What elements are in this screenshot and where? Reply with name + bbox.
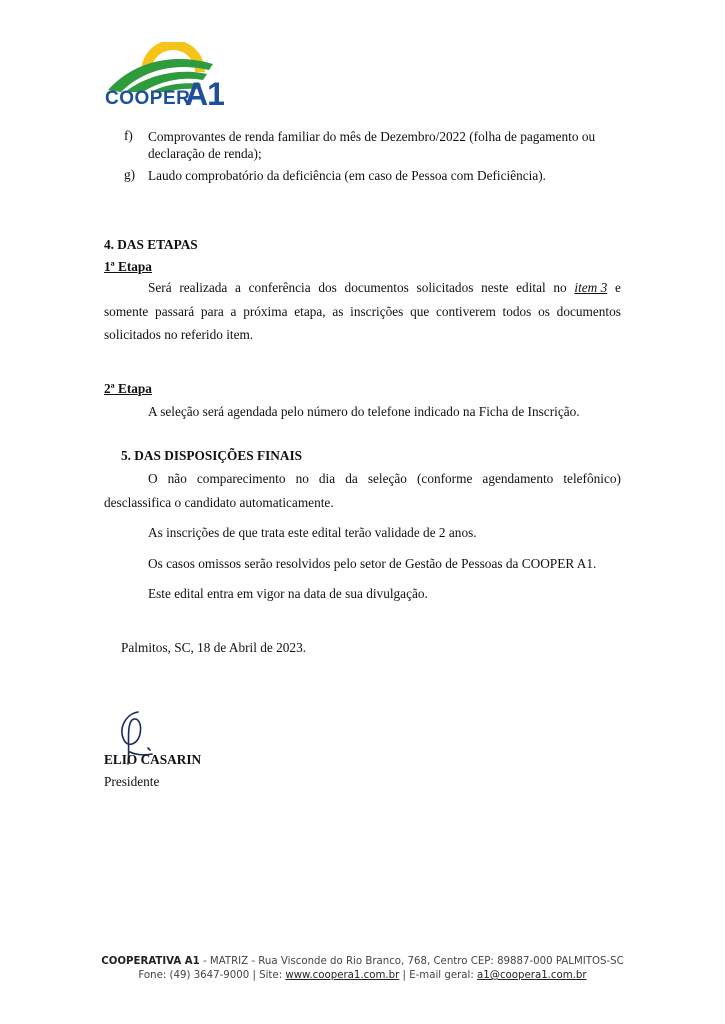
section5-p1-line1-word: não	[167, 471, 187, 486]
date-line: Palmitos, SC, 18 de Abril de 2023.	[121, 640, 307, 655]
section5-p3: Os casos omissos serão resolvidos pelo setor de Gestão de Pessoas da COOPER A1.	[148, 556, 597, 571]
stage1-line1-word: documentos	[344, 280, 409, 295]
footer-site-link[interactable]: www.coopera1.com.br	[285, 970, 400, 981]
section5-p1-line2: desclassifica o candidato automaticamente.	[104, 495, 334, 510]
stage1-line1-word: dos	[318, 280, 337, 295]
stage1-line1-word: Será	[148, 280, 172, 295]
footer-line1	[0, 956, 725, 967]
stage1-line2-word: inscrições	[350, 304, 404, 319]
stage1-line1-word: e	[614, 280, 621, 295]
footer-email-label: | E-mail geral:	[399, 970, 478, 981]
stage1-paragraph-line2	[104, 303, 621, 320]
stage1-line2-word: os	[538, 304, 550, 319]
footer-line2	[0, 970, 725, 981]
stage1-line2-word: as	[332, 304, 344, 319]
cooper-a1-logo	[103, 42, 238, 110]
stage1-paragraph-line1	[148, 279, 621, 296]
section5-p4: Este edital entra em vigor na data de sua divulgação.	[148, 586, 428, 601]
section5-p1-line1-word: agendamento	[482, 471, 554, 486]
section5-title: 5. DAS DISPOSIÇÕES FINAIS	[121, 448, 303, 463]
stage1-line2-word: etapa,	[294, 304, 326, 319]
stage1-line1-word: a	[235, 280, 241, 295]
stage1-line2-word: documentos	[556, 304, 621, 319]
stage1-line1-word: no	[553, 280, 567, 295]
section5-p1-line1-word: (conforme	[416, 471, 473, 486]
signatory-name: ELIO CASARIN	[104, 752, 202, 767]
stage1-line2-word: todos	[502, 304, 532, 319]
stage1-line1-word: conferência	[248, 280, 311, 295]
list-item-f-line2: declaração de renda);	[148, 146, 262, 161]
section5-p2: As inscrições de que trata este edital terão validade de 2 anos.	[148, 525, 477, 540]
list-marker-g: g)	[124, 167, 136, 182]
section4-title: 4. DAS ETAPAS	[104, 237, 198, 252]
stage1-line1-word: solicitados	[416, 280, 474, 295]
footer-address: - MATRIZ - Rua Visconde do Rio Branco, 768, Centro CEP: 89887-000 PALMITOS-SC	[199, 956, 624, 967]
stage1-line1-word: neste	[481, 280, 509, 295]
item-3-reference: item 3	[574, 280, 608, 295]
section5-p1-line1	[148, 470, 621, 487]
stage1-line2-word: somente	[104, 304, 149, 319]
stage1-paragraph-line3: solicitados no referido item.	[104, 327, 254, 342]
signatory-role: Presidente	[104, 774, 160, 789]
stage1-line2-word: que	[410, 304, 430, 319]
stage2-paragraph: A seleção será agendada pelo número do telefone indicado na Ficha de Inscrição.	[148, 404, 580, 419]
stage1-line2-word: para	[200, 304, 224, 319]
stage1-line2-word: passará	[155, 304, 195, 319]
section5-p1-line1-word: comparecimento	[196, 471, 286, 486]
section5-p1-line1-word: telefônico)	[563, 471, 621, 486]
stage1-line2-word: próxima	[243, 304, 288, 319]
stage1-line1-word: realizada	[179, 280, 228, 295]
section5-p1-line1-word: da	[345, 471, 358, 486]
section5-p1-line1-word: seleção	[367, 471, 407, 486]
stage1-line2-word: a	[230, 304, 237, 319]
logo-word: COOPER	[105, 88, 191, 109]
footer-company: COOPERATIVA A1	[101, 956, 200, 967]
list-marker-f: f)	[124, 128, 133, 143]
footer-phone: Fone: (49) 3647-9000 | Site:	[138, 970, 286, 981]
logo-mark: A1	[185, 76, 224, 112]
section5-p1-line1-word: dia	[318, 471, 336, 486]
stage2-title: 2ª Etapa	[104, 381, 152, 396]
footer-email-link[interactable]: a1@coopera1.com.br	[477, 970, 587, 981]
list-item-g-line1: Laudo comprobatório da deficiência (em caso de Pessoa com Deficiência).	[148, 168, 546, 183]
stage1-line1-word: edital	[516, 280, 546, 295]
list-item-f-line1: Comprovantes de renda familiar do mês de Dezembro/2022 (folha de pagamento ou	[148, 129, 596, 144]
stage1-title: 1ª Etapa	[104, 259, 152, 274]
stage1-line2-word: contiverem	[436, 304, 496, 319]
section5-p1-line1-word: O	[148, 471, 158, 486]
section5-p1-line1-word: no	[295, 471, 309, 486]
